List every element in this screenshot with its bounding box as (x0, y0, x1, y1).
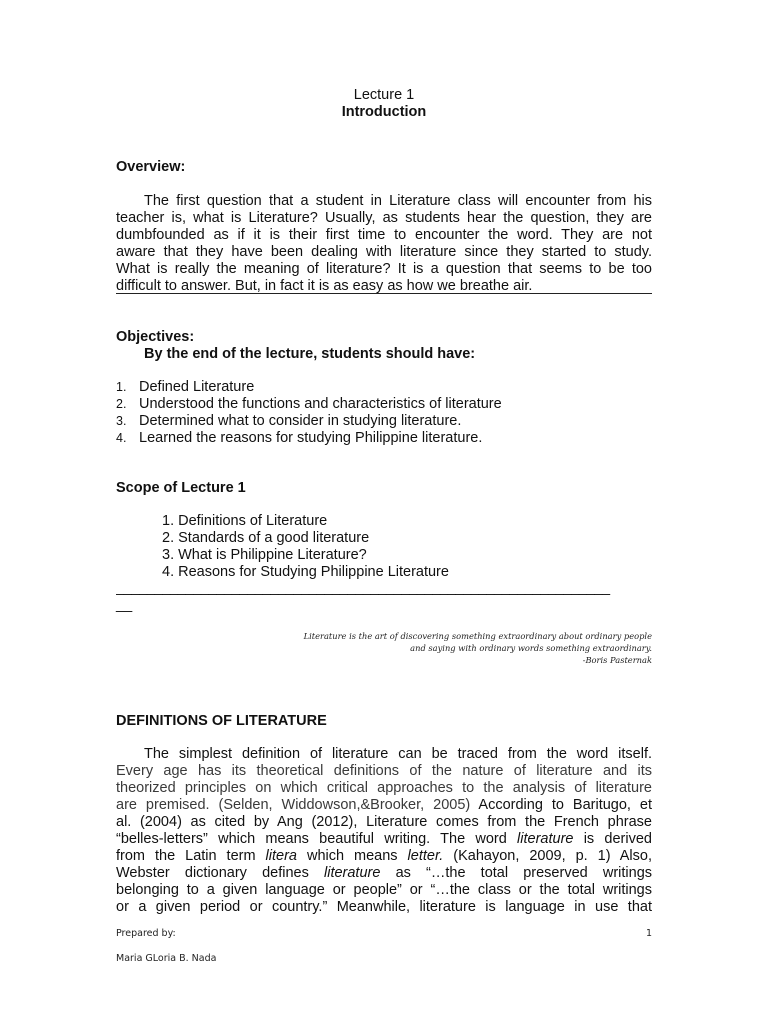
emphasis-text: literature (324, 865, 381, 881)
page-number: 1 (646, 928, 653, 939)
overview-heading: Overview: (116, 159, 186, 175)
emphasis-text: literature (517, 831, 574, 847)
objective-number: 2. (116, 397, 127, 411)
definitions-text: which means (296, 848, 408, 864)
overview-line: difficult to answer. But, in fact it is as easy as how we breathe air. (116, 278, 533, 294)
objective-item: Determined what to consider in studying literature. (139, 413, 462, 429)
objective-item: Learned the reasons for studying Philippine literature. (139, 430, 483, 446)
definitions-line: Every age has its theoretical definitions of the nature of literature and its (116, 763, 652, 779)
overview-paragraph (116, 193, 652, 295)
definitions-line (116, 797, 652, 814)
scope-item: 4. Reasons for Studying Philippine Literature (162, 564, 449, 580)
objective-item: Defined Literature (139, 379, 255, 395)
definitions-text: (Kahayon, 2009, p. 1) Also, (443, 848, 652, 864)
overview-divider (116, 293, 652, 294)
prepared-by-label: Prepared by: (116, 928, 176, 939)
scope-item: 3. What is Philippine Literature? (162, 547, 367, 563)
definitions-line (116, 865, 652, 882)
definitions-text: as “…the total preserved writings (380, 865, 653, 881)
definitions-text: from the Latin term (116, 848, 266, 864)
definitions-line: The simplest definition of literature can be traced from the word itself. (144, 746, 652, 762)
scope-underline-tail: __ (116, 597, 133, 613)
definitions-line: al. (2004) as cited by Ang (2012), Literature comes from the French phrase (116, 814, 652, 830)
scope-item: 2. Standards of a good literature (162, 530, 370, 546)
emphasis-text: letter. (407, 848, 444, 864)
citation-text: are premised. (Selden, Widdowson,&Brooker, 2005) (116, 797, 471, 813)
objective-number: 4. (116, 431, 127, 445)
epigraph-quote (304, 630, 652, 666)
overview-line: teacher is, what is Literature? Usually, as students hear the question, they are (116, 210, 652, 226)
author-name: Maria GLoria B. Nada (116, 953, 217, 964)
definitions-paragraph (116, 746, 652, 916)
definitions-text: Webster dictionary defines (116, 865, 324, 881)
definitions-text: According to Baritugo, et (470, 797, 652, 813)
definitions-line (116, 848, 652, 865)
quote-line: and saying with ordinary words something extraordinary. (410, 643, 652, 653)
overview-line: What is really the meaning of literature? It is a question that seems to be too (116, 261, 652, 277)
overview-line: The first question that a student in Literature class will encounter from his (144, 193, 652, 209)
objectives-subheading: By the end of the lecture, students should have: (144, 346, 476, 362)
objectives-heading: Objectives: (116, 329, 195, 345)
definitions-heading: DEFINITIONS OF LITERATURE (116, 713, 327, 729)
objective-number: 1. (116, 380, 127, 394)
quote-author: -Boris Pasternak (582, 655, 652, 665)
definitions-text: “belles-letters” which means beautiful writing. The word (116, 831, 518, 847)
definitions-line: or a given period or country.” Meanwhile, literature is language in use that (116, 899, 652, 915)
definitions-line (116, 831, 652, 848)
objective-item: Understood the functions and characteristics of literature (139, 396, 502, 412)
overview-line: aware that they have been dealing with literature since they started to study. (116, 244, 652, 260)
lecture-title: Introduction (341, 104, 427, 120)
scope-item: 1. Definitions of Literature (162, 513, 328, 529)
definitions-line: theorized principles on which critical approaches to the analysis of literature (116, 780, 652, 796)
quote-line: Literature is the art of discovering something extraordinary about ordinary people (303, 631, 652, 641)
definitions-line: belonging to a given language or people” or “…the class or the total writings (116, 882, 652, 898)
objective-number: 3. (116, 414, 127, 428)
lecture-number: Lecture 1 (353, 87, 415, 103)
overview-line: dumbfounded as if it is their first time to encounter the word. They are not (116, 227, 652, 243)
definitions-text: is derived (573, 831, 652, 847)
scope-heading: Scope of Lecture 1 (116, 480, 246, 496)
emphasis-text: litera (265, 848, 297, 864)
scope-underline: ________________________________________________________________ (116, 580, 610, 596)
